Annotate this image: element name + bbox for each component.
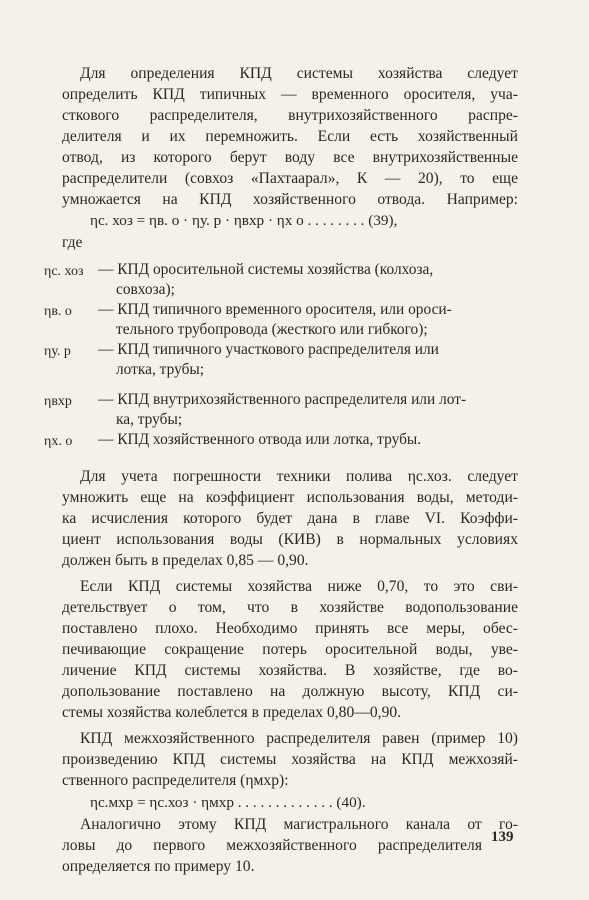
text-line: ловы до первого межхозяйственного распределителя [62, 837, 482, 854]
text-line: произведению КПД системы хозяйства на КПД межхозяй- [62, 751, 518, 768]
text-line: Аналогично этому КПД магистрального канала от го- [80, 816, 518, 833]
text-line: поставлено плохо. Необходимо принять все меры, обес- [62, 620, 518, 637]
text-line: определяется по примеру 10. [62, 858, 255, 875]
definition-text: лотка, трубы; [116, 361, 205, 378]
definition-text: — КПД типичного участкового распределителя или [98, 341, 439, 358]
formula-40: ηс.мхр = ηс.хоз · ηмхр . . . . . . . . . . . . . (40). [90, 794, 366, 811]
text-line: определить КПД типичных — временного оросителя, уча- [62, 86, 518, 103]
text-line: печивающие сокращение потерь оросительной воды, уве- [62, 641, 518, 658]
text-line: допользование поставлено на должную высоту, КПД си- [62, 683, 518, 700]
text-line: отвод, из которого берут воду все внутрихозяйственные [62, 149, 518, 166]
text-line: детельствует о том, что в хозяйстве водопользование [62, 599, 518, 616]
formula-39: ηс. хоз = ηв. о · ηу. р · ηвхр · ηх о . . . . . . . . (39), [90, 212, 398, 229]
text-line: сткового распределителя, внутрихозяйственного распре- [62, 107, 518, 124]
text-line: распределители (совхоз «Пахтаарал», К — 20), то еще [62, 170, 518, 187]
definition-symbol: ηх. о [44, 434, 73, 449]
text-line: должен быть в пределах 0,85 — 0,90. [62, 552, 309, 569]
definition-text: — КПД типичного временного оросителя, или ороси- [98, 301, 452, 318]
where-label: где [62, 234, 83, 251]
text-line: Для определения КПД системы хозяйства следует [80, 65, 518, 82]
text-line: Если КПД системы хозяйства ниже 0,70, то это сви- [80, 578, 518, 595]
definition-text: тельного трубопровода (жесткого или гибкого); [116, 321, 428, 338]
text-line: Для учета погрешности техники полива ηс.хоз. следует [80, 468, 518, 485]
text-line: делителя и их перемножить. Если есть хозяйственный [62, 128, 518, 145]
definition-symbol: ηу. р [44, 344, 71, 359]
text-line: КПД межхозяйственного распределителя равен (пример 10) [80, 730, 518, 747]
text-line: ка исчисления которого будет дана в главе VI. Коэффи- [62, 510, 518, 527]
definition-symbol: ηс. хоз [44, 264, 84, 279]
text-line: умножить еще на коэффициент использования воды, методи- [62, 489, 518, 506]
text-line: личение КПД системы хозяйства. В хозяйстве, где во- [62, 662, 518, 679]
text-line: стемы хозяйства колеблется в пределах 0,80—0,90. [62, 704, 402, 721]
definition-text: ка, трубы; [116, 411, 183, 428]
definition-symbol: ηвхр [44, 394, 72, 409]
definition-text: — КПД внутрихозяйственного распределителя или лот- [98, 391, 467, 408]
definition-symbol: ηв. о [44, 304, 72, 319]
page-number: 139 [491, 829, 514, 845]
text-line: циент использования воды (КИВ) в нормальных условиях [62, 531, 518, 548]
definition-text: — КПД оросительной системы хозяйства (колхоза, [98, 261, 434, 278]
definition-text: совхоза); [116, 281, 175, 298]
text-line: умножается на КПД хозяйственного отвода. Например: [62, 191, 518, 208]
text-line: ственного распределителя (ηмхр): [62, 772, 289, 789]
definition-text: — КПД хозяйственного отвода или лотка, трубы. [98, 431, 422, 448]
